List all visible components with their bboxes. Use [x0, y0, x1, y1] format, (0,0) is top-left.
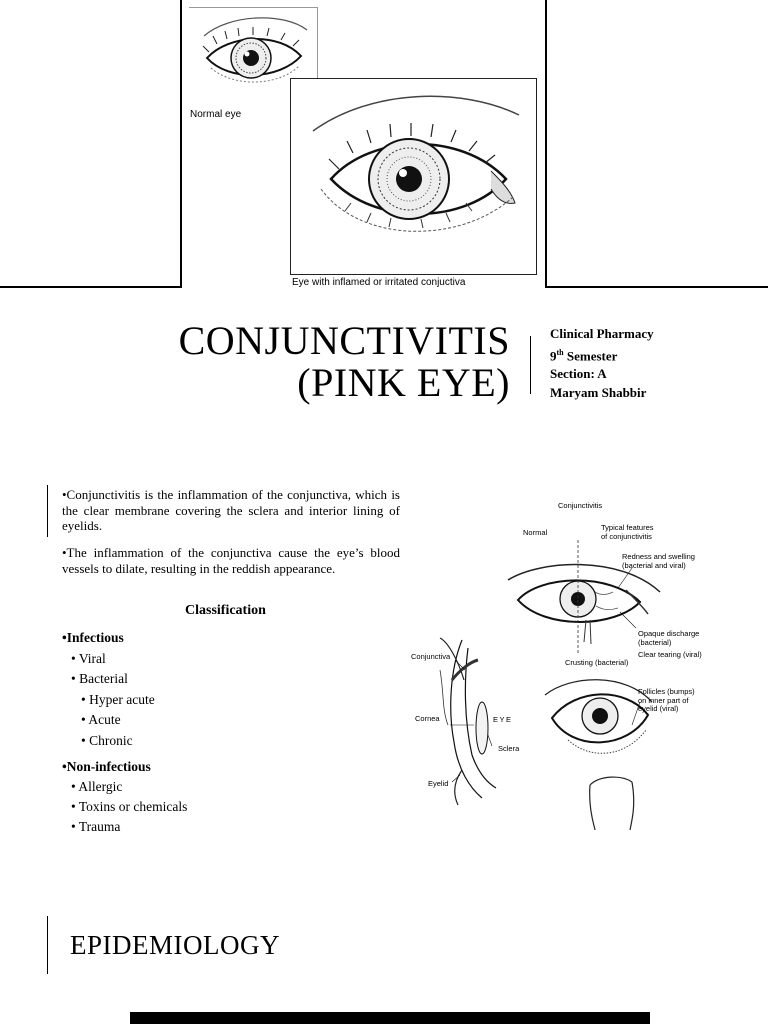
section: Section: A: [550, 366, 607, 382]
bottom-decor-bar: [130, 1012, 650, 1024]
list-item-trauma: • Trauma: [71, 819, 121, 834]
infectious-list: [62, 628, 155, 751]
label-cornea: Cornea: [415, 714, 440, 723]
label-conjunctiva: Conjunctiva: [411, 652, 451, 661]
list-item-viral: • Viral: [71, 650, 106, 666]
presentation-info: [550, 325, 654, 402]
label-eye: EYE: [493, 715, 513, 724]
title-divider: [530, 336, 531, 394]
frame-line-bottom-right: [545, 286, 768, 288]
label-clear-tearing: Clear tearing (viral): [638, 650, 702, 659]
label-redness: Redness and swelling (bacterial and viral): [622, 552, 695, 570]
title-line-1: CONJUNCTIVITIS: [178, 318, 510, 363]
list-item-bacterial: • Bacterial: [71, 671, 128, 686]
epidemiology-accent-bar: [47, 916, 48, 974]
non-infectious-list: [62, 757, 187, 837]
label-sclera: Sclera: [498, 744, 520, 753]
label-normal: Normal: [523, 528, 548, 537]
inflamed-eye-illustration: [291, 79, 536, 274]
course-name: Clinical Pharmacy: [550, 326, 654, 341]
title-line-2: (PINK EYE): [297, 360, 510, 405]
list-item-acute: • Acute: [81, 712, 121, 727]
list-item-toxins: • Toxins or chemicals: [71, 799, 188, 814]
semester: 9th Semester: [550, 347, 618, 363]
non-infectious-heading: •Non-infectious: [62, 759, 151, 774]
inflamed-eye-image: [290, 78, 537, 275]
label-eyelid: Eyelid: [428, 779, 449, 788]
list-item-hyper-acute: • Hyper acute: [81, 691, 155, 707]
label-opaque-discharge: Opaque discharge (bacterial): [638, 629, 700, 647]
content-accent-bar: [47, 485, 48, 537]
label-follicles: Follicles (bumps) on inner part of eyelid (viral): [638, 687, 695, 713]
frame-line-bottom-left: [0, 286, 182, 288]
inflamed-eye-caption: Eye with inflamed or irritated conjuctiva: [292, 277, 466, 288]
list-item-allergic: • Allergic: [71, 779, 123, 794]
normal-eye-caption: Normal eye: [190, 109, 242, 120]
classification-heading: Classification: [185, 603, 266, 618]
diagram-title: Conjunctivitis: [558, 501, 603, 510]
author-name: Maryam Shabbir: [550, 384, 647, 400]
definition-paragraph: •Conjunctivitis is the inflammation of the conjunctiva, which is the clear membrane covering the sclera and interior lining of eyelids.: [62, 487, 400, 533]
infectious-heading: •Infectious: [62, 630, 124, 645]
frame-line-left: [180, 0, 182, 288]
inflammation-paragraph: •The inflammation of the conjunctiva cause the eye’s blood vessels to dilate, resulting in the reddish appearance.: [62, 545, 400, 576]
list-item-chronic: • Chronic: [81, 732, 133, 748]
label-typical-features: Typical features of conjunctivitis: [601, 523, 654, 541]
label-crusting: Crusting (bacterial): [565, 658, 629, 667]
frame-line-right: [545, 0, 547, 288]
epidemiology-heading: EPIDEMIOLOGY: [70, 930, 280, 960]
